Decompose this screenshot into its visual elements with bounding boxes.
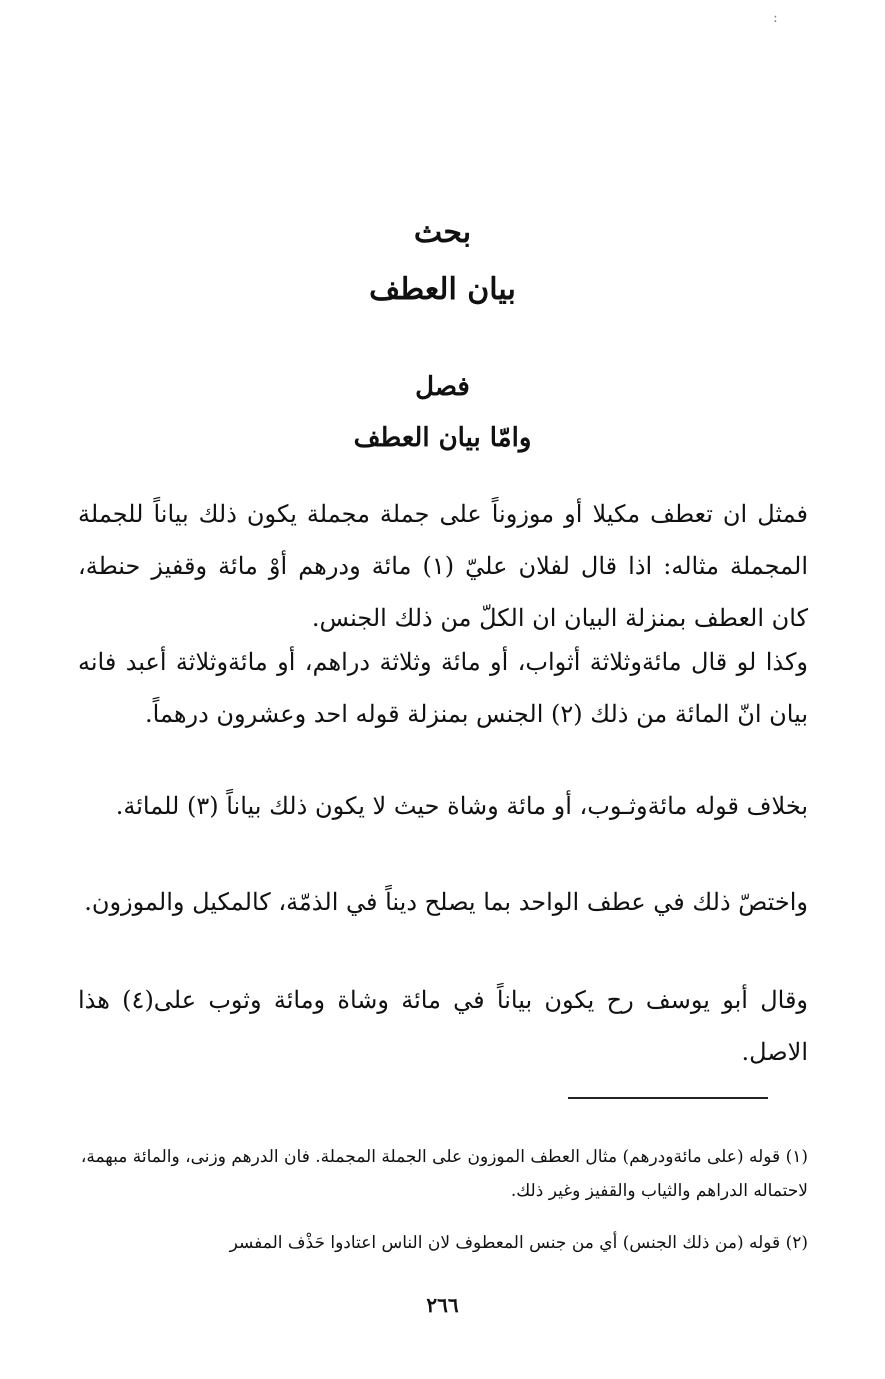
paragraph [78,636,808,740]
paragraph [78,780,808,832]
chapter-subheading: بيان العطف [369,272,516,307]
corner-mark: : [773,10,778,26]
paragraph-text: وكذا لو قال مائةوثلاثة أثواب، أو مائة وثلاثة دراهم، أو مائةوثلاثة أعبد فانه بيان انّ المائة من ذلك (٢) الجنس بمنزلة قوله احد وعشرون درهماً. [78,648,808,728]
paragraph-text: واختصّ ذلك في عطف الواحد بما يصلح ديناً في الذمّة، كالمكيل والموزون. [84,888,808,916]
chapter-heading: بحث [413,215,472,250]
paragraph-text: بخلاف قوله مائةوثـوب، أو مائة وشاة حيث لا يكون ذلك بياناً (٣) للمائة. [115,792,808,820]
paragraph [78,876,808,928]
footnote-divider [568,1097,768,1099]
paragraph [78,974,808,1078]
paragraph [78,488,808,644]
section-title: وامّا بيان العطف [353,423,532,453]
section-heading: فصل [415,372,470,402]
footnote: (١) قوله (على مائةودرهم) مثال العطف الموزون على الجملة المجملة. فان الدرهم وزنى، والمائة مبهمة، لاحتماله الدراهم والثياب والقفيز وغير ذلك. [80,1147,808,1201]
paragraph-text: وقال أبو يوسف رح يكون بياناً في مائة وشاة ومائة وثوب على(٤) هذا الاصل. [78,986,809,1066]
page-number: ٢٦٦ [426,1293,459,1317]
footnote: (٢) قوله (من ذلك الجنس) أي من جنس المعطوف لان الناس اعتادوا حَذْف المفسر [229,1233,808,1253]
paragraph-text: فمثل ان تعطف مكيلا أو موزوناً على جملة مجملة يكون ذلك بياناً للجملة المجملة مثاله: اذا قال لفلان عليّ (١) مائة ودرهم أوْ مائة وقفيز حنطة، كان العطف بمنزلة البيان ان الكلّ من ذلك الجنس. [78,500,809,632]
